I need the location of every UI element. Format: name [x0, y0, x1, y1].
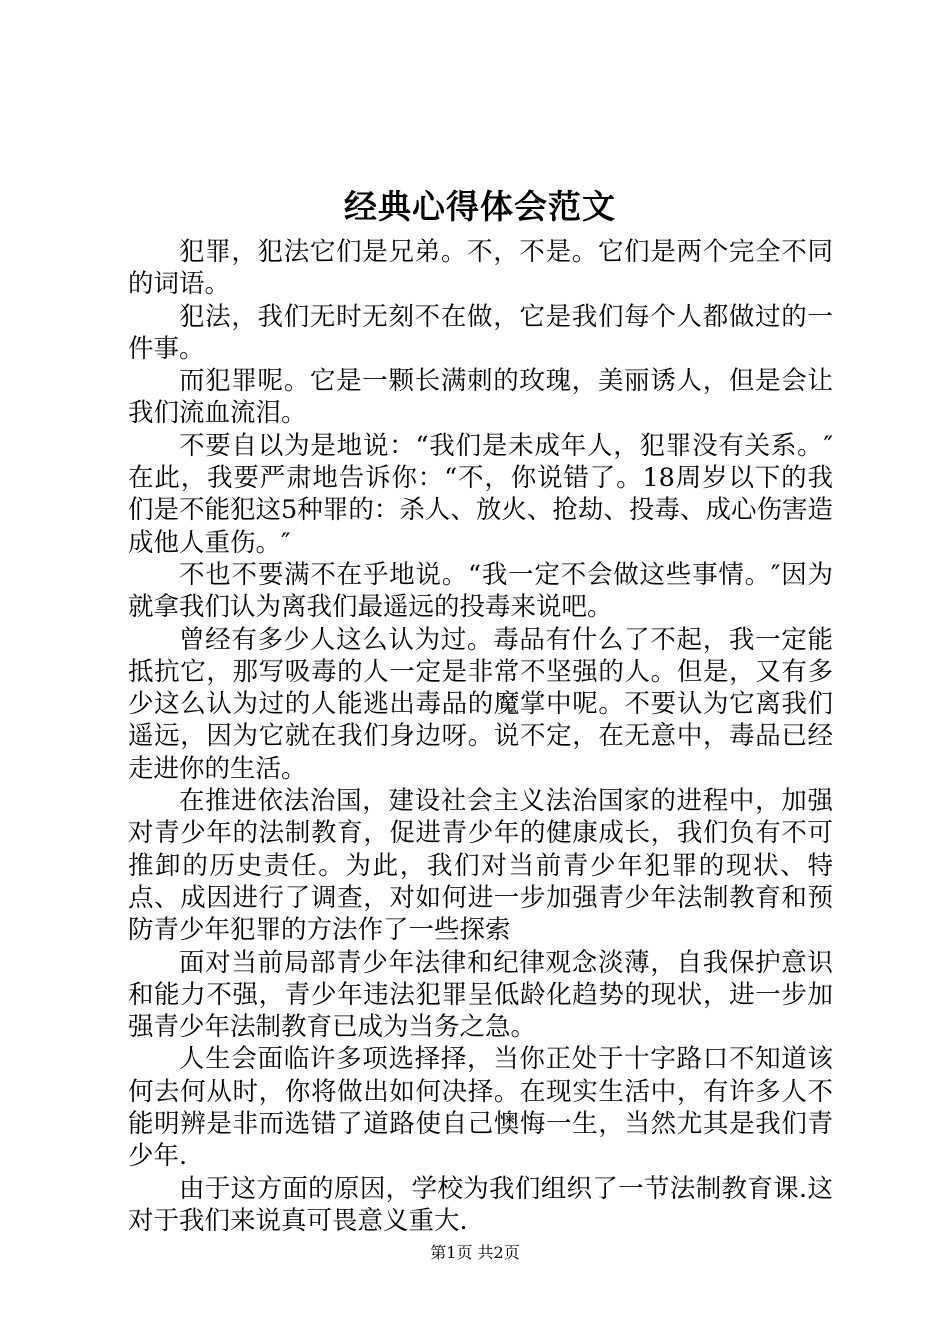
paragraph: 而犯罪呢。它是一颗长满刺的玫瑰，美丽诱人，但是会让我们流血流泪。: [128, 366, 833, 429]
paragraph: 犯罪，犯法它们是兄弟。不，不是。它们是两个完全不同的词语。: [128, 237, 833, 300]
paragraph: 人生会面临许多项选择择，当你正处于十字路口不知道该何去何从时，你将做出如何决择。在现实生活中，有许多人不能明辨是非而选错了道路使自己懊悔一生，当然尤其是我们青少年.: [128, 1044, 833, 1172]
paragraph: 犯法，我们无时无刻不在做，它是我们每个人都做过的一件事。: [128, 301, 833, 364]
document-body: [128, 236, 833, 1237]
paragraph: 曾经有多少人这么认为过。毒品有什么了不起，我一定能抵抗它，那写吸毒的人一定是非常不坚强的人。但是，又有多少这么认为过的人能逃出毒品的魔掌中呢。不要认为它离我们遥远，因为它就在我们身边呀。说不定，在无意中，毒品已经走进你的生活。: [128, 624, 833, 784]
paragraph: 不要自以为是地说：“我们是未成年人，犯罪没有关系。″在此，我要严肃地告诉你：“不，你说错了。18周岁以下的我们是不能犯这5种罪的：杀人、放火、抢劫、投毒、成心伤害造成他人重伤。″: [128, 430, 833, 558]
paragraph: 面对当前局部青少年法律和纪律观念淡薄，自我保护意识和能力不强，青少年违法犯罪呈低龄化趋势的现状，进一步加强青少年法制教育已成为当务之急。: [128, 947, 833, 1043]
document-title: 经典心得体会范文: [344, 187, 616, 226]
page-number-footer: 第1页 共2页: [430, 1243, 520, 1262]
paragraph: 在推进依法治国，建设社会主义法治国家的进程中，加强对青少年的法制教育，促进青少年的健康成长，我们负有不可推卸的历史责任。为此，我们对当前青少年犯罪的现状、特点、成因进行了调查，对如何进一步加强青少年法制教育和预防青少年犯罪的方法作了一些探索: [128, 786, 833, 946]
paragraph: 不也不要满不在乎地说。“我一定不会做这些事情。″因为就拿我们认为离我们最遥远的投毒来说吧。: [128, 559, 833, 623]
paragraph: 由于这方面的原因，学校为我们组织了一节法制教育课.这对于我们来说真可畏意义重大.: [128, 1173, 833, 1236]
